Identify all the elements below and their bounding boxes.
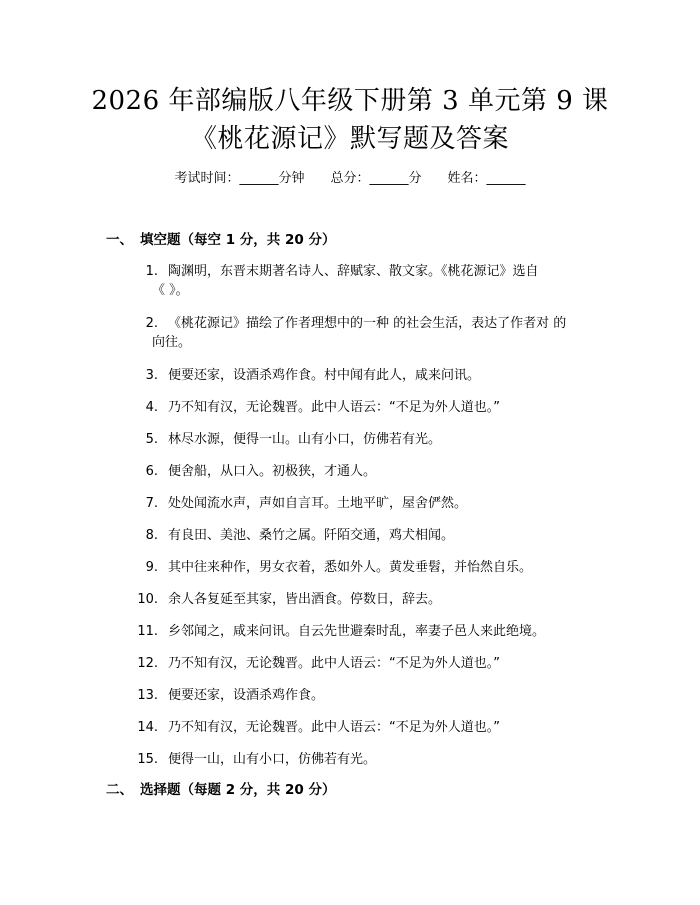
- question-text-continued: 向往。: [152, 335, 192, 350]
- section-number: 二、: [106, 782, 133, 798]
- exam-score-label: 总分：______分: [330, 171, 422, 186]
- question-item: [106, 686, 606, 705]
- question-text: 余人各复延至其家，皆出酒食。停数日，辞去。: [168, 592, 442, 607]
- section-title: 填空题（每空 1 分，共 20 分）: [140, 232, 336, 248]
- question-text: 便要还家，设酒杀鸡作食。: [168, 688, 325, 703]
- question-text: 便舍船，从口入。初极狭，才通人。: [168, 464, 377, 479]
- question-text: 乃不知有汉，无论魏晋。此中人语云：“不足为外人道也。”: [168, 720, 500, 735]
- section-title: 选择题（每题 2 分，共 20 分）: [140, 782, 336, 798]
- question-item: [106, 430, 606, 449]
- exam-name-label: 姓名：______: [447, 171, 526, 186]
- exam-time-label: 考试时间：______分钟: [174, 171, 305, 186]
- question-item: [106, 398, 606, 417]
- question-item: [106, 750, 606, 769]
- question-number: 10.: [137, 592, 158, 607]
- section-heading-fill-in: [106, 231, 335, 249]
- question-number: 6.: [145, 464, 158, 479]
- question-number: 1.: [145, 264, 158, 279]
- question-number: 15.: [137, 752, 158, 767]
- question-text: 处处闻流水声，声如自言耳。土地平旷，屋舍俨然。: [168, 496, 468, 511]
- question-text: 陶渊明，东晋末期著名诗人、辞赋家、散文家。《桃花源记》选自: [168, 264, 539, 279]
- question-item: [106, 654, 606, 673]
- question-item: [106, 718, 606, 737]
- question-number: 9.: [145, 560, 158, 575]
- question-item: [106, 262, 606, 300]
- section-number: 一、: [106, 232, 133, 248]
- question-number: 13.: [137, 688, 158, 703]
- question-item: [106, 462, 606, 481]
- question-text-continued: 《 》。: [152, 283, 189, 298]
- question-text: 便要还家，设酒杀鸡作食。村中闻有此人，咸来问讯。: [168, 368, 481, 383]
- question-text: 便得一山，山有小口，仿佛若有光。: [168, 752, 377, 767]
- section-heading-multiple-choice: [106, 781, 335, 799]
- question-item: [106, 366, 606, 385]
- question-number: 14.: [137, 720, 158, 735]
- question-item: [106, 558, 606, 577]
- question-number: 3.: [145, 368, 158, 383]
- exam-meta: [0, 170, 700, 188]
- question-text: 林尽水源，便得一山。山有小口，仿佛若有光。: [168, 432, 442, 447]
- question-item: [106, 622, 606, 641]
- question-text: 乡邻闻之，咸来问讯。自云先世避秦时乱，率妻子邑人来此绝境。: [168, 624, 546, 639]
- question-number: 4.: [145, 400, 158, 415]
- question-number: 2.: [145, 316, 158, 331]
- question-number: 5.: [145, 432, 158, 447]
- question-item: [106, 494, 606, 513]
- document-title-line1: 2026 年部编版八年级下册第 3 单元第 9 课: [91, 86, 609, 116]
- document-title-line2: 《桃花源记》默写题及答案: [190, 124, 509, 154]
- question-item: [106, 590, 606, 609]
- question-number: 8.: [145, 528, 158, 543]
- question-text: 其中往来种作，男女衣着，悉如外人。黄发垂髫，并怡然自乐。: [168, 560, 533, 575]
- question-number: 7.: [145, 496, 158, 511]
- question-text: 《桃花源记》描绘了作者理想中的一种 的社会生活，表达了作者对 的: [168, 316, 567, 331]
- question-number: 11.: [137, 624, 158, 639]
- question-text: 乃不知有汉，无论魏晋。此中人语云：“不足为外人道也。”: [168, 400, 500, 415]
- question-item: [106, 526, 606, 545]
- question-item: [106, 314, 606, 352]
- question-text: 有良田、美池、桑竹之属。阡陌交通，鸡犬相闻。: [168, 528, 455, 543]
- question-text: 乃不知有汉，无论魏晋。此中人语云：“不足为外人道也。”: [168, 656, 500, 671]
- question-number: 12.: [137, 656, 158, 671]
